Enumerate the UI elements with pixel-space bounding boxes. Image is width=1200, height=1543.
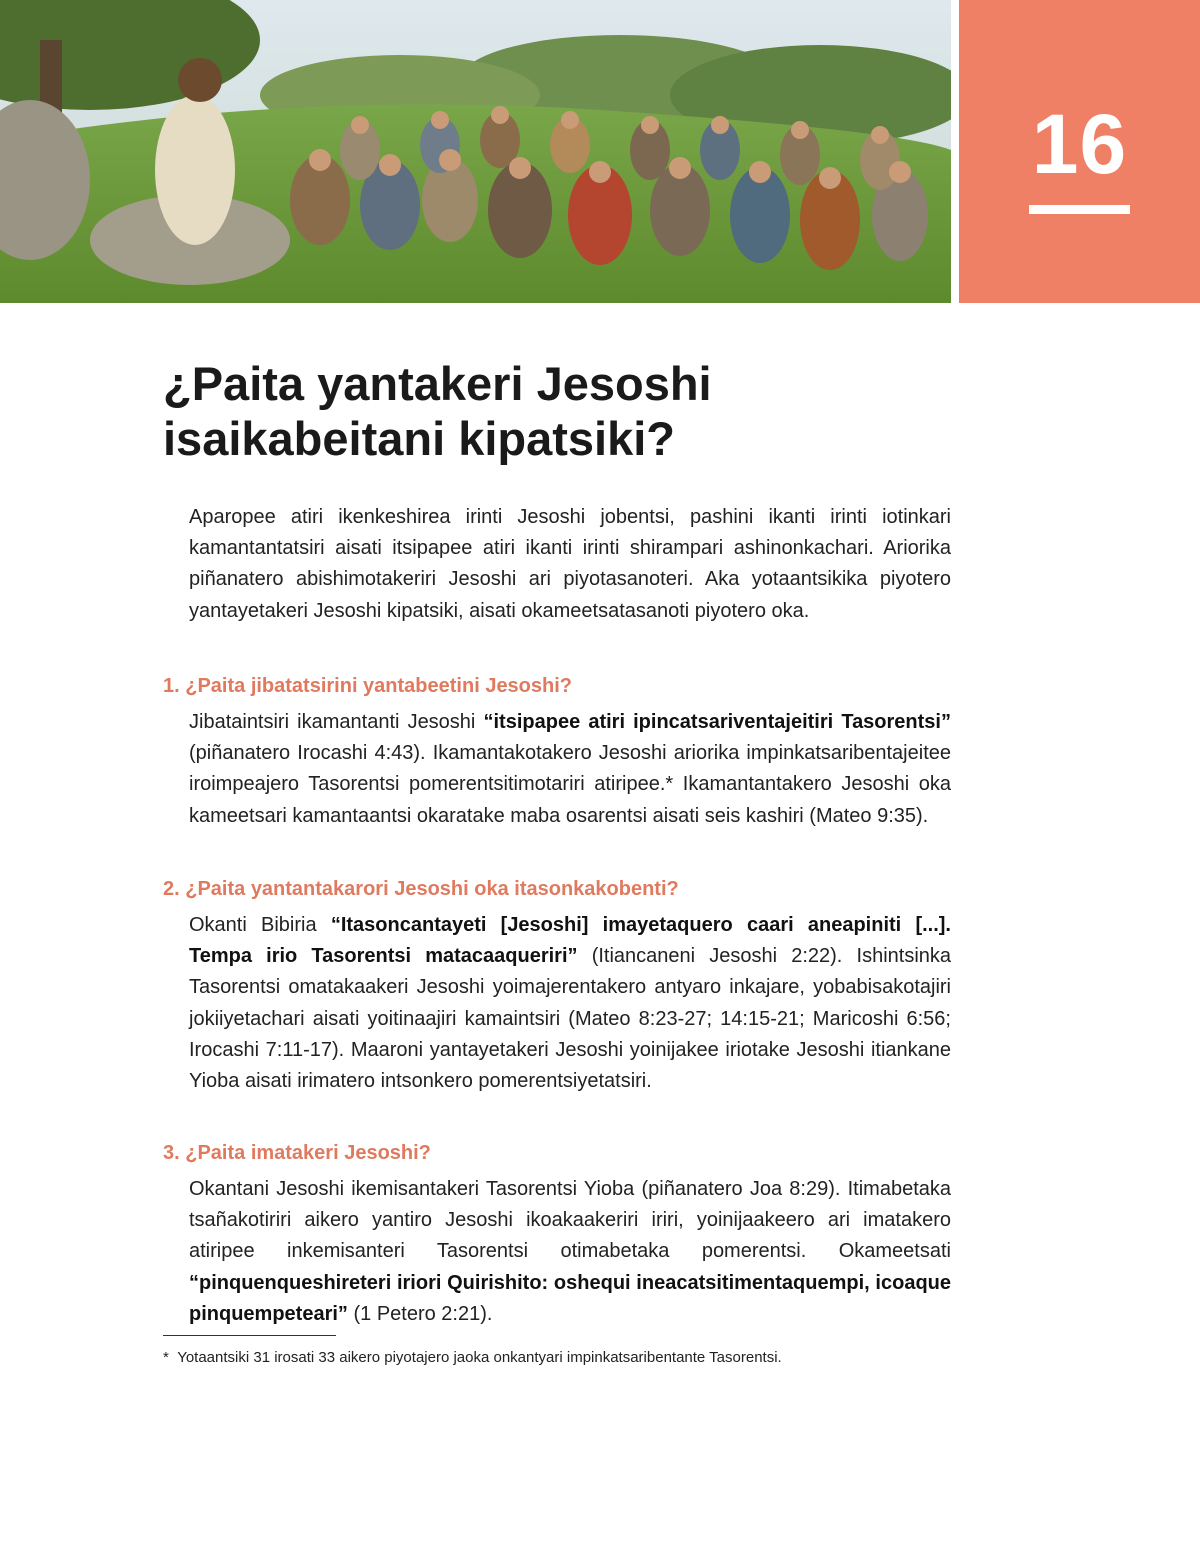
section-heading-1: 1. ¿Paita jibatatsirini yantabeetini Jesoshi? xyxy=(163,675,573,697)
section-1-quote: “itsipapee atiri ipincatsariventajeitiri Tasorentsi” xyxy=(483,711,951,733)
chapter-underline xyxy=(1029,205,1130,214)
section-paragraph-1 xyxy=(189,707,951,832)
section-2-text-end: (Itiancaneni Jesoshi 2:22). Ishintsinka Tasorentsi omatakaakeri Jesoshi yoimajerentakero antyaro inkajare, yobabisakotajiri jokiiyetachari aisati yoitinaajiri kamaintsiri (Mateo 8:23-27; 14:15-21; Maricoshi 6:56; Irocashi 7:11-17). Maaroni yantayetakeri Jesoshi yoinijakee iriotake Jesoshi itiankane Yioba aisati irimatero intsonkero pomerentsiyetatsiri. xyxy=(189,945,952,1093)
page-title xyxy=(163,356,923,466)
section-3-quote: “pinquenqueshireteri iriori Quirishito: oshequi ineacatsitimentaquempi, icoaque pinquempeteari” xyxy=(189,1271,951,1325)
section-paragraph-3 xyxy=(189,1174,951,1330)
title-line-2: isaikabeitani kipatsiki? xyxy=(163,412,675,465)
intro-paragraph: Aparopee atiri ikenkeshirea irinti Jesoshi jobentsi, pashini ikanti irinti iotinkari kamantantatsiri aisati itsipapee atiri ikanti irinti shirampari ashinonkachari. Ariorika piñanatero abishimotakeriri Jesoshi ari piyotasanoteri. Aka yotaantsikika piyotero yantayetakeri Jesoshi kipatsiki, aisati okameetsatasanoti piyotero oka. xyxy=(189,506,951,622)
section-1-text: Jibataintsiri ikamantanti Jesoshi xyxy=(189,711,484,733)
footnote xyxy=(163,1348,963,1368)
section-2-text: Okanti Bibiria xyxy=(189,914,331,936)
hillside-crowd-scene xyxy=(0,0,951,303)
section-3-text: Okantani Jesoshi ikemisantakeri Tasorentsi Yioba (piñanatero Joa 8:29). Itimabetaka tsañakotiriri aikero yantiro Jesoshi ikoakaakeriri iriri, yoinijaakeero ari imatakero atiripee inkemisanteri Tasorentsi otimabetaka pomerentsi. Okameetsati xyxy=(189,1178,951,1263)
footnote-text: Yotaantsiki 31 irosati 33 aikero piyotajero jaoka onkantyari impinkatsaribentante Tasorentsi. xyxy=(177,1349,782,1366)
footnote-marker: * xyxy=(163,1349,169,1366)
chapter-number: 16 xyxy=(1031,97,1128,191)
title-line-1: ¿Paita yantakeri Jesoshi xyxy=(163,357,712,410)
section-1-text-end: (piñanatero Irocashi 4:43). Ikamantakotakero Jesoshi ariorika impinkatsaribentajeitee iroimpeajero Tasorentsi pomerentsitimotariri atiripee.* Ikamantantakero Jesoshi oka kameetsari kamantaantsi okaratake maba osarentsi aisati seis kashiri (Mateo 9:35). xyxy=(189,742,951,827)
section-heading-3: 3. ¿Paita imatakeri Jesoshi? xyxy=(163,1142,431,1164)
chapter-badge xyxy=(959,0,1200,303)
section-3-text-end: (1 Petero 2:21). xyxy=(347,1302,493,1325)
header-illustration xyxy=(0,0,951,303)
footnote-divider xyxy=(163,1335,336,1336)
section-2-quote: “Itasoncantayeti [Jesoshi] imayetaquero caari aneapiniti [...]. Tempa irio Tasorentsi matacaaqueriri” xyxy=(189,914,951,968)
section-paragraph-2 xyxy=(189,910,951,1097)
section-heading-2: 2. ¿Paita yantantakarori Jesoshi oka itasonkakobenti? xyxy=(163,878,679,900)
